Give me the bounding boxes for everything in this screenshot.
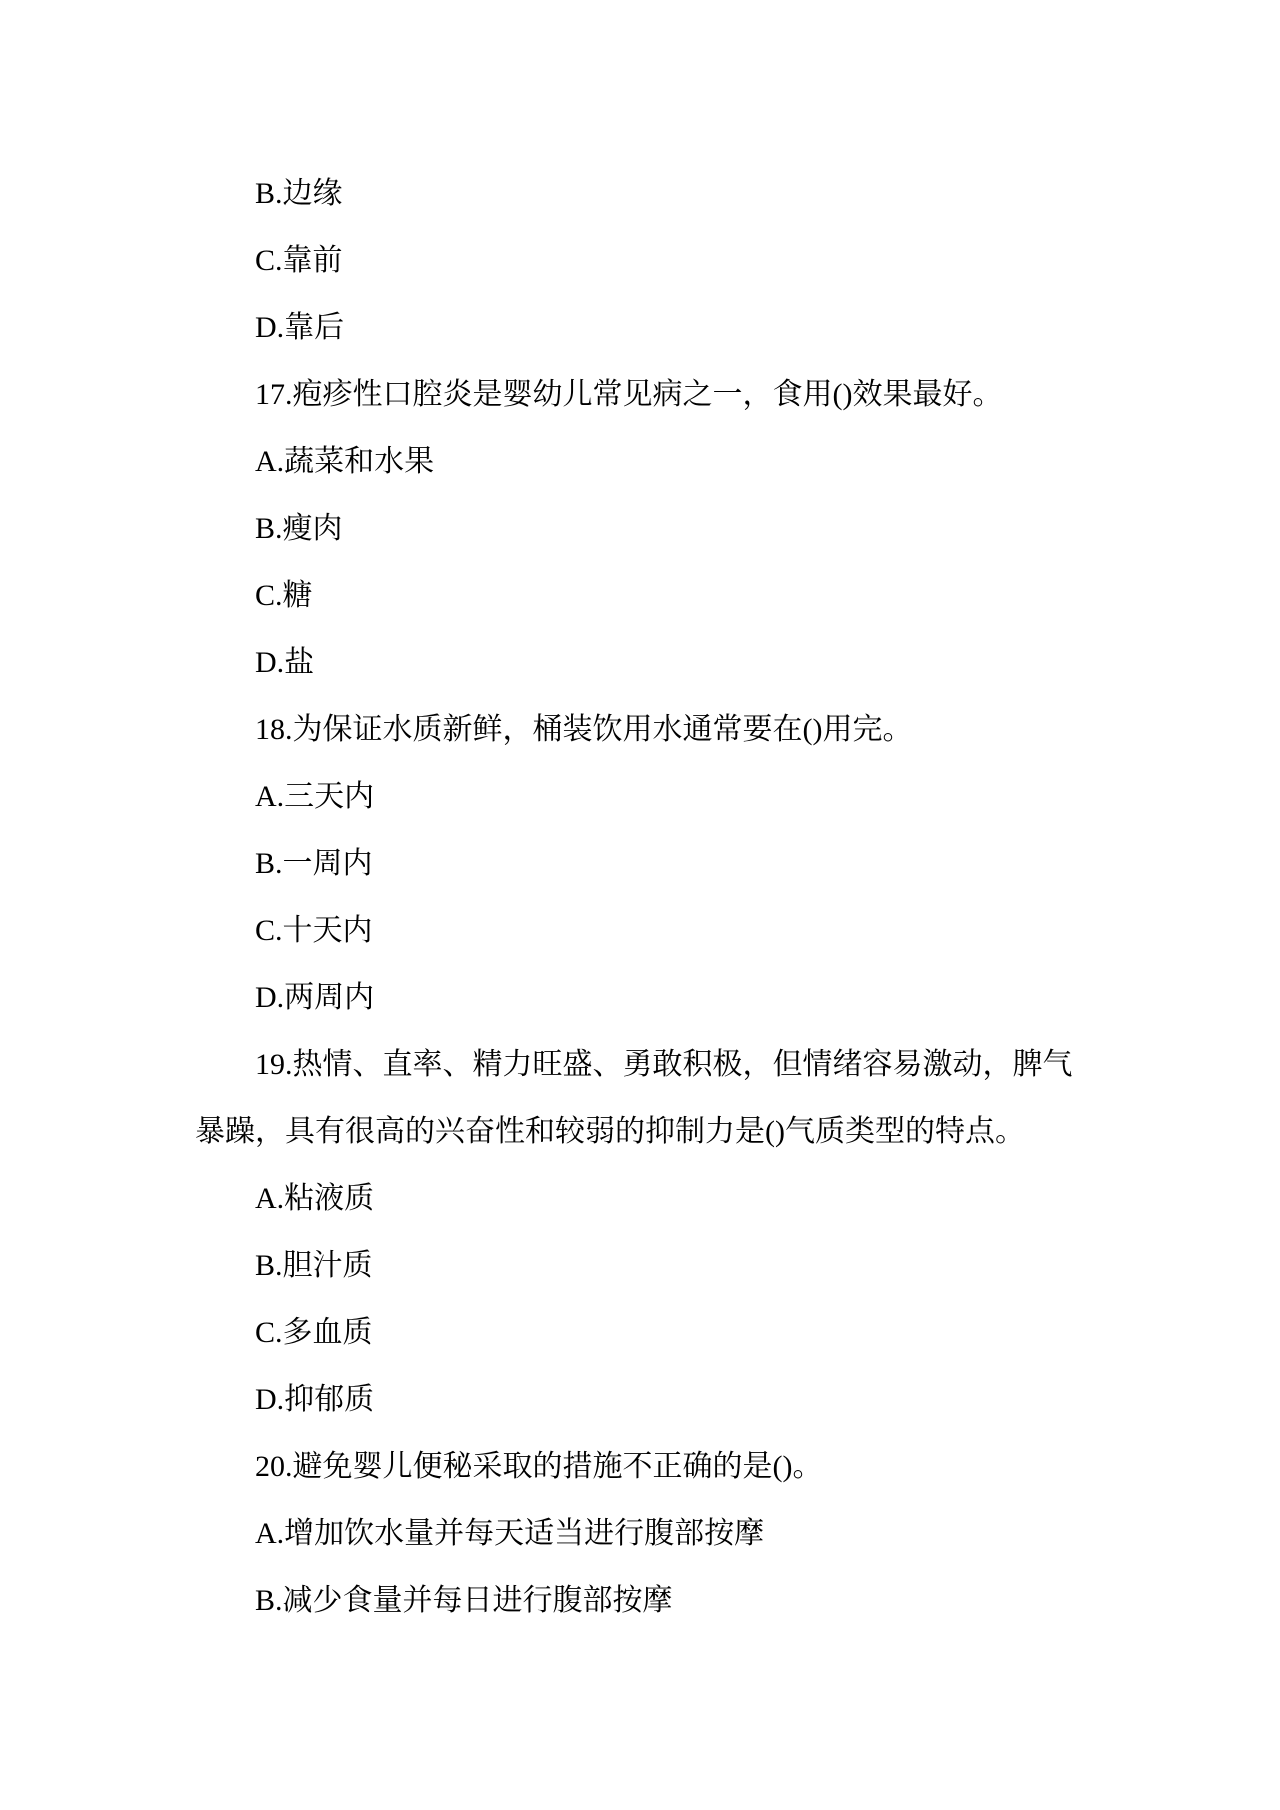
document-text-block — [195, 160, 1130, 1634]
option-19-c: C.多血质 — [255, 1316, 373, 1349]
option-17-b: B.瘦肉 — [255, 512, 343, 545]
option-18-c: C.十天内 — [255, 914, 373, 947]
question-19-line-2: 暴躁，具有很高的兴奋性和较弱的抑制力是()气质类型的特点。 — [195, 1115, 1025, 1148]
question-19-line-1: 19.热情、直率、精力旺盛、勇敢积极，但情绪容易激动，脾气 — [255, 1048, 1073, 1081]
option-19-b: B.胆汁质 — [255, 1249, 373, 1282]
question-17: 17.疱疹性口腔炎是婴幼儿常见病之一，食用()效果最好。 — [255, 378, 1003, 411]
question-20: 20.避免婴儿便秘采取的措施不正确的是()。 — [255, 1450, 823, 1483]
question-18: 18.为保证水质新鲜，桶装饮用水通常要在()用完。 — [255, 713, 913, 746]
option-20-a: A.增加饮水量并每天适当进行腹部按摩 — [255, 1517, 765, 1550]
option-16-d: D.靠后 — [255, 311, 345, 344]
option-18-d: D.两周内 — [255, 981, 375, 1014]
option-18-b: B.一周内 — [255, 847, 373, 880]
option-18-a: A.三天内 — [255, 780, 375, 813]
option-20-b: B.减少食量并每日进行腹部按摩 — [255, 1584, 673, 1617]
option-17-c: C.糖 — [255, 579, 313, 612]
option-16-c: C.靠前 — [255, 244, 343, 277]
option-19-a: A.粘液质 — [255, 1182, 375, 1215]
option-16-b: B.边缘 — [255, 177, 343, 210]
option-17-a: A.蔬菜和水果 — [255, 445, 435, 478]
option-17-d: D.盐 — [255, 646, 315, 679]
option-19-d: D.抑郁质 — [255, 1383, 375, 1416]
